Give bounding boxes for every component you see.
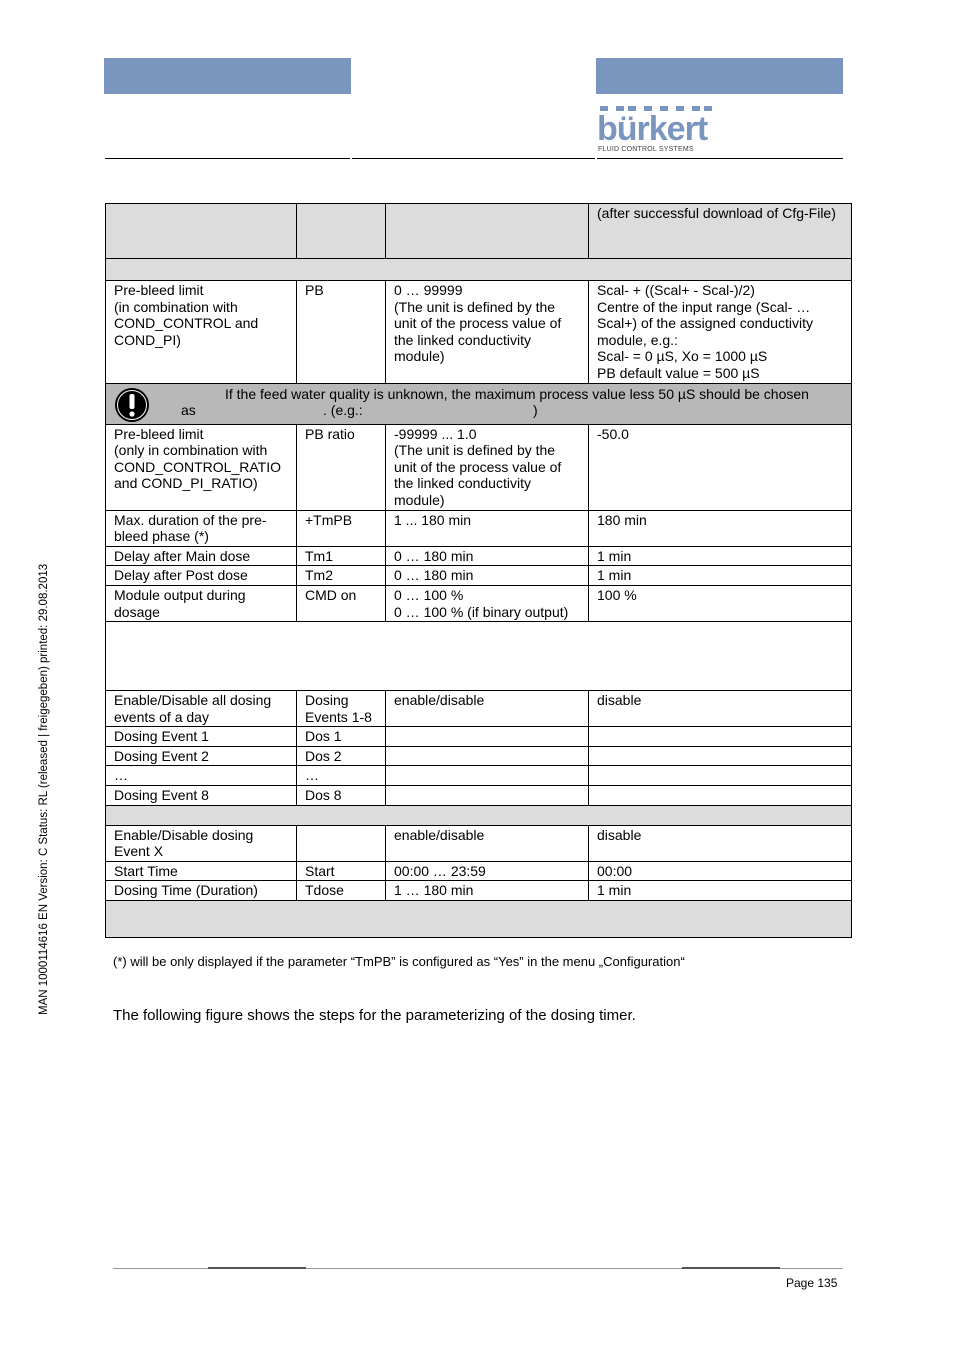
table-row: Delay after Post dose Tm2 0 … 180 min 1 min [106, 566, 852, 586]
table-row: Max. duration of the pre- bleed phase (*) +TmPB 1 ... 180 min 180 min [106, 510, 852, 546]
table-row: Enable/Disable dosing Event X enable/disable disable [106, 825, 852, 861]
table-row: Dosing Time (Duration) Tdose 1 … 180 min 1 min [106, 881, 852, 901]
header-bar-right [596, 58, 843, 94]
table-header-row [106, 204, 852, 259]
table-row: Start Time Start 00:00 … 23:59 00:00 [106, 861, 852, 881]
logo-tagline: FLUID CONTROL SYSTEMS [598, 146, 694, 153]
table-row: … … [106, 766, 852, 786]
header-rule-right [597, 158, 843, 159]
table-row: Dosing Event 2 Dos 2 [106, 746, 852, 766]
table-row: Pre-bleed limit (only in combination with COND_CONTROL_RATIO and COND_PI_RATIO) PB ratio -99999 ... 1.0 (The unit is defined by the unit of the process value of the linked conductivity module) -50.0 [106, 424, 852, 510]
header-cell-parameter [106, 204, 297, 259]
table-row: Delay after Main dose Tm1 0 … 180 min 1 min [106, 546, 852, 566]
document-id-sidebar: MAN 1000114616 EN Version: C Status: RL (released | freigegeben) printed: 29.08.2013 [38, 563, 50, 1015]
table-row: Module output during dosage CMD on 0 … 100 % 0 … 100 % (if binary output) 100 % [106, 585, 852, 621]
section-row [106, 259, 852, 281]
table-row: Dosing Event 1 Dos 1 [106, 727, 852, 747]
note-text-as: as [181, 401, 196, 418]
parameter-table [105, 203, 852, 938]
table-row: Dosing Event 8 Dos 8 [106, 786, 852, 806]
note-text-close: ) [533, 401, 538, 418]
header-cell-range [386, 204, 589, 259]
footer-rule-segment [208, 1267, 306, 1269]
header-cell-display [297, 204, 386, 259]
header-rule-left [105, 158, 350, 159]
burkert-logo [597, 106, 715, 156]
header-bar-left [104, 58, 351, 94]
header-cell-default: (after successful download of Cfg-File) [589, 204, 852, 259]
footer-rule-segment [682, 1267, 780, 1269]
note-text-eg: . (e.g.: [323, 401, 363, 418]
page-number: Page 135 [786, 1276, 838, 1290]
header-rule-middle [352, 158, 595, 159]
section-row [106, 805, 852, 825]
table-row: Pre-bleed limit (in combination with COND_CONTROL and COND_PI) PB 0 … 99999 (The unit is defined by the unit of the process value of the linked conductivity module) Scal- + ((Scal+ - Scal-)/2) Centre of the input range (Scal- … Scal+) of the assigned conductivity module, e.g.: Scal- = 0 µS, Xo = 1000 µS PB default value = 500 µS [106, 281, 852, 384]
note-row [106, 383, 852, 424]
logo-wordmark: bürkert [597, 110, 708, 148]
exclamation-circle-icon [114, 387, 150, 423]
section-row [106, 901, 852, 938]
footnote: (*) will be only displayed if the parameter “TmPB” is configured as “Yes” in the menu „Configuration“ [113, 954, 685, 969]
section-row [106, 622, 852, 691]
body-paragraph: The following figure shows the steps for the parameterizing of the dosing timer. [113, 1007, 636, 1024]
note-text: If the feed water quality is unknown, the maximum process value less 50 µS should be chosen [225, 385, 809, 402]
table-row: Enable/Disable all dosing events of a day Dosing Events 1-8 enable/disable disable [106, 691, 852, 727]
